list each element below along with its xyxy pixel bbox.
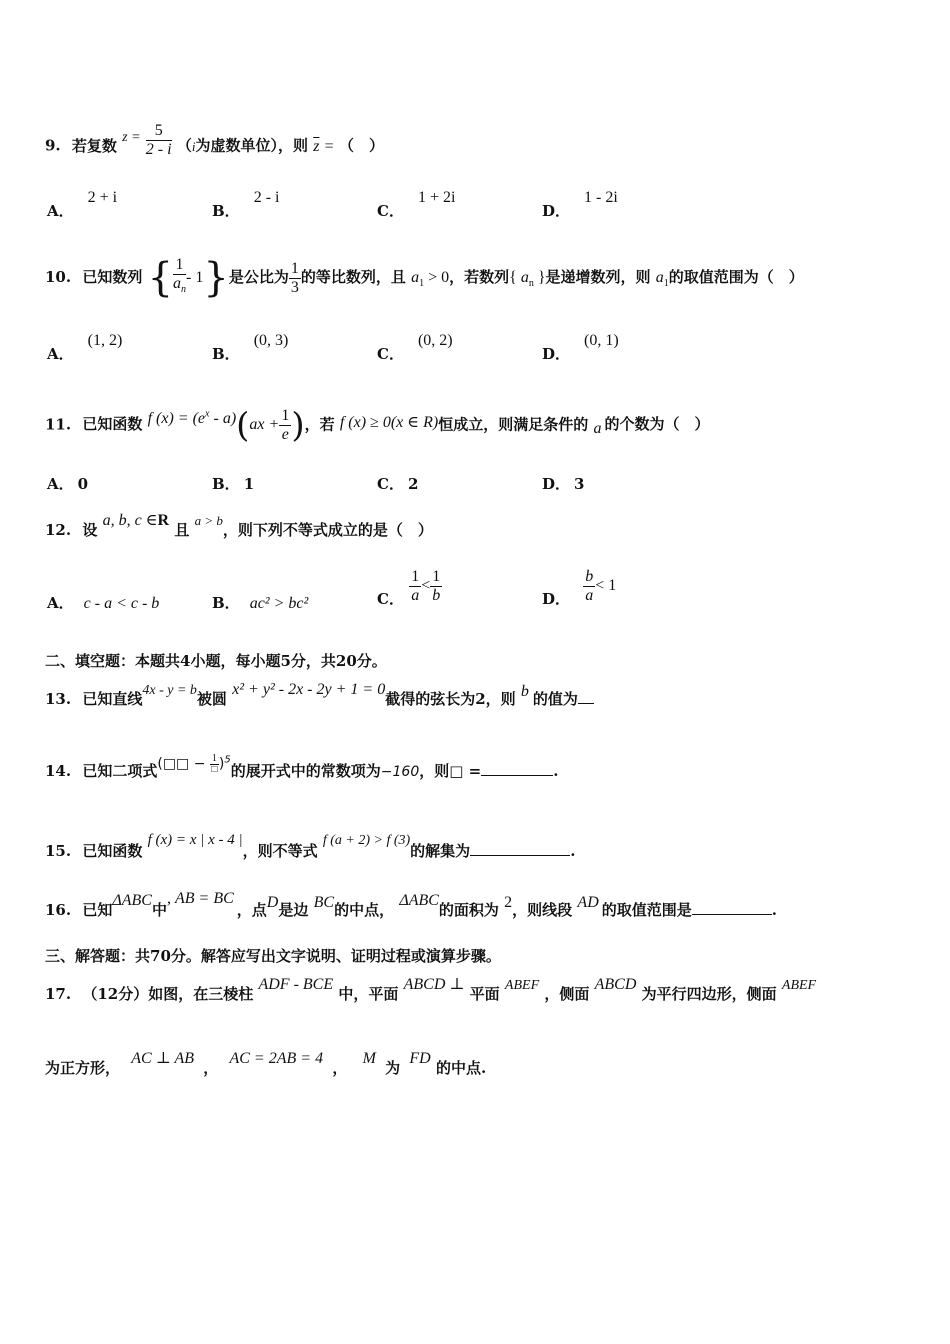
math-expression: z = (122, 129, 141, 145)
math-expression: D (266, 894, 279, 911)
question-text: ，则不等式 (242, 842, 318, 860)
option-value: 0 (77, 475, 89, 493)
math-expression: AC ⊥ AB (131, 1050, 194, 1067)
math-operator: < 1 (595, 577, 617, 594)
math-expression: ADF - BCE (258, 976, 334, 993)
math-operator: < (421, 577, 431, 594)
option-value: 2 + i (87, 189, 118, 206)
option-a[interactable] (47, 189, 118, 221)
section-heading: 三、解答题：共70分。解答应写出文字说明、证明过程或演算步骤。 (45, 947, 501, 965)
math-expression: x² + y² - 2x - 2y + 1 = 0 (232, 681, 386, 698)
question-text: 已知 (82, 901, 113, 919)
question-text: 已知二项式 (82, 762, 158, 780)
subscript: n (528, 278, 534, 290)
real-numbers: R (157, 512, 170, 529)
option-value: 2 (407, 475, 419, 493)
fraction-denominator: b (432, 586, 441, 604)
fraction-denominator (173, 275, 186, 299)
option-c[interactable] (377, 189, 456, 221)
question-text: （ ） (338, 136, 384, 155)
fraction-denominator: 2 - i (145, 141, 172, 158)
question-text: 中 (151, 901, 167, 919)
option-label: C． (377, 475, 404, 493)
math-expression: ABEF (781, 978, 817, 993)
math-expression: ax + (249, 416, 280, 434)
option-label: D． (542, 202, 571, 220)
math-var: a (411, 269, 420, 286)
question-text: . (570, 842, 576, 860)
question-text: 的取值范围为（ ） (668, 268, 804, 286)
broken-math-expression (157, 752, 231, 775)
math-expression: 4x - y = b (142, 683, 197, 698)
math-expression: −160 (380, 764, 420, 780)
option-d[interactable] (542, 473, 584, 494)
question-text: . (771, 901, 777, 919)
question-text: 截得的弦长为2，则 (385, 690, 516, 708)
math-expression: , AB = BC (166, 890, 234, 907)
question-text: . (553, 762, 559, 780)
option-label: B． (212, 345, 240, 363)
math-expression: f (x) ≥ 0(x ∈ R) (339, 414, 439, 432)
question-text: ，若 (304, 415, 335, 434)
math-expression: ΔABC (112, 892, 152, 909)
fraction (289, 260, 301, 297)
option-label: A． (47, 594, 74, 612)
option-b[interactable] (212, 592, 308, 613)
fraction-numerator: b (585, 567, 594, 585)
question-text: ，点 (236, 901, 267, 919)
fraction-numerator: 1 (411, 567, 420, 585)
option-label: D． (542, 590, 571, 608)
option-c[interactable] (377, 332, 453, 364)
question-11 (45, 396, 709, 446)
fraction-numerator: 5 (146, 122, 172, 141)
option-label: B． (212, 202, 240, 220)
question-text: 的中点. (435, 1059, 487, 1077)
math-expression: $\overline{z}$ (313, 137, 320, 155)
option-a[interactable] (47, 592, 159, 613)
question-16 (45, 890, 777, 920)
broken-math-close: ) (218, 756, 225, 772)
fraction (430, 568, 442, 605)
option-c[interactable] (377, 565, 442, 606)
math-expression: ABEF (504, 978, 540, 993)
option-b[interactable] (212, 189, 280, 221)
fraction (583, 568, 595, 605)
math-expression: ABCD (594, 976, 637, 993)
fraction-numerator: 1 (432, 567, 441, 585)
math-expression (148, 410, 237, 427)
fraction (409, 568, 421, 605)
fraction-numerator: 1 (211, 752, 217, 764)
question-13 (45, 681, 594, 709)
question-text: 的面积为 (438, 901, 499, 919)
question-text: 已知函数 (82, 842, 143, 860)
option-value: 3 (574, 475, 585, 493)
question-number: 16. (45, 901, 72, 919)
fraction (279, 407, 291, 444)
answer-blank[interactable] (692, 900, 772, 915)
question-text: 平面 (469, 985, 500, 1003)
math-expression: BC (313, 894, 335, 911)
question-text: 的展开式中的常数项为 (230, 762, 381, 780)
left-brace: { (147, 255, 174, 301)
fraction (173, 256, 186, 299)
math-expression: i (191, 138, 196, 154)
option-label: D． (542, 345, 571, 363)
math-expression: - 1 (186, 269, 204, 286)
question-text: 为平行四边形，侧面 (641, 985, 777, 1003)
option-label: A． (47, 475, 74, 493)
question-text: 的值为 (532, 690, 578, 708)
fraction-numerator: 1 (281, 406, 290, 424)
question-text: 已知直线 (82, 690, 143, 708)
option-label: B． (212, 475, 240, 493)
question-text: ，则□ = (419, 762, 482, 780)
option-value: c - a < c - b (83, 595, 160, 612)
fraction-denominator: e (281, 425, 289, 443)
math-expression (411, 269, 450, 290)
math-expression (655, 269, 669, 290)
question-text: ，则线段 (512, 901, 573, 919)
question-text: 已知数列 (82, 268, 143, 286)
right-brace: } (203, 255, 229, 301)
answer-blank[interactable] (481, 761, 553, 776)
broken-math-text: (□□ − (157, 756, 210, 772)
question-number: 12. (45, 521, 72, 539)
math-expression: ΔABC (399, 892, 439, 909)
math-func: f (x) = (e (147, 410, 206, 428)
math-expression (103, 512, 170, 529)
math-expression: AD (577, 894, 599, 911)
option-d[interactable] (542, 565, 616, 606)
question-text: 被圆 (196, 690, 227, 708)
math-expression: AC = 2AB = 4 (229, 1050, 324, 1067)
fraction-numerator: 1 (290, 259, 299, 277)
fraction-denominator: □ (211, 763, 218, 775)
subscript: n (181, 284, 187, 296)
answer-blank[interactable] (470, 841, 570, 856)
question-number: 9. (45, 136, 61, 155)
question-text: 是边 (278, 901, 309, 919)
math-func-tail: - a) (213, 410, 237, 428)
option-value: 1 - 2i (584, 189, 618, 206)
question-text: ，则下列不等式成立的是（ ） (222, 521, 433, 539)
option-label: C． (377, 590, 404, 608)
fraction-denominator: a (585, 586, 594, 604)
option-value: (0, 1) (584, 332, 619, 349)
question-number: 14. (45, 762, 72, 780)
question-9 (45, 122, 384, 165)
subscript: 1 (663, 278, 669, 290)
option-a[interactable] (47, 473, 88, 494)
question-15 (45, 832, 576, 861)
question-text: 设 (82, 521, 98, 539)
math-expression: 2 (504, 894, 513, 911)
option-value: (1, 2) (87, 332, 123, 349)
left-paren: ( (236, 405, 250, 446)
fraction-numerator: 1 (173, 256, 186, 275)
question-text: ， (203, 1059, 219, 1077)
fraction-denominator: a (411, 586, 420, 604)
question-text: 的取值范围是 (601, 901, 692, 919)
option-label: A． (47, 202, 74, 220)
question-text: 是递增数列，则 (545, 268, 651, 286)
option-value: 1 (243, 475, 255, 493)
math-expression: FD (409, 1050, 431, 1067)
option-d[interactable] (542, 189, 618, 221)
question-text: 中，平面 (338, 985, 399, 1003)
question-number: 17. (45, 985, 72, 1003)
superscript: x (205, 409, 210, 420)
question-number: 10. (45, 268, 72, 286)
option-value: 1 + 2i (417, 189, 456, 206)
math-expression: f (a + 2) > f (3) (322, 833, 411, 848)
math-expression: f (x) = x | x - 4 | (147, 832, 243, 848)
math-expression: a (593, 420, 602, 438)
fraction (146, 122, 172, 159)
option-b[interactable] (212, 332, 289, 364)
question-10 (45, 252, 804, 302)
question-12 (45, 512, 433, 540)
option-value: ac² > bc² (249, 595, 309, 612)
question-text: 的解集为 (410, 842, 471, 860)
question-text: （12分）如图，在三棱柱 (82, 985, 254, 1003)
option-value: (0, 2) (417, 332, 453, 349)
question-text: ，若数列 (449, 268, 510, 286)
math-var: a (655, 269, 664, 286)
section-heading: 二、填空题：本题共4小题，每小题5分，共20分。 (45, 652, 387, 670)
question-text: 是公比为 (228, 268, 289, 286)
right-paren: ) (291, 405, 305, 446)
answer-blank[interactable] (578, 689, 594, 704)
question-text: 的等比数列，且 (300, 268, 406, 286)
question-text: 已知函数 (82, 415, 143, 434)
option-label: C． (377, 345, 404, 363)
question-17 (45, 976, 817, 1004)
question-14 (45, 752, 559, 783)
denominator-var: a (173, 275, 182, 293)
question-text: 为虚数单位），则 (195, 136, 308, 155)
question-number: 13. (45, 690, 72, 708)
option-d[interactable] (542, 332, 619, 364)
question-text: 为正方形， (45, 1059, 121, 1077)
question-text: 且 (174, 521, 190, 539)
question-text: 恒成立，则满足条件的 (438, 415, 589, 434)
option-value: (0, 3) (253, 332, 289, 349)
subscript: 1 (419, 278, 425, 290)
math-expression: { $a_n$ } (509, 269, 546, 290)
option-label: C． (377, 202, 404, 220)
math-set: a, b, c ∈ (102, 512, 158, 529)
option-label: D． (542, 475, 571, 493)
superscript: 5 (224, 754, 231, 766)
math-expression: M (362, 1050, 376, 1067)
question-17-line-2 (45, 1050, 487, 1078)
question-text: （ (176, 136, 192, 155)
question-text: ，侧面 (544, 985, 590, 1003)
math-expression: a > b (194, 513, 223, 528)
math-expression: ABCD ⊥ (403, 976, 465, 993)
question-number: 15. (45, 842, 72, 860)
question-text: 为 (385, 1059, 401, 1077)
math-expression: b (520, 683, 529, 700)
option-label: A． (47, 345, 74, 363)
question-text: 的中点， (334, 901, 395, 919)
fraction (210, 754, 219, 775)
math-expression: = (324, 137, 334, 155)
option-b[interactable] (212, 473, 254, 494)
option-c[interactable] (377, 473, 418, 494)
option-label: B． (212, 594, 240, 612)
option-a[interactable] (47, 332, 123, 364)
option-value: 2 - i (253, 189, 280, 206)
question-text: 的个数为（ ） (604, 415, 710, 434)
math-var: a (520, 269, 529, 286)
question-text: 若复数 (71, 136, 117, 155)
question-text: ， (332, 1059, 348, 1077)
fraction-denominator: 3 (290, 278, 299, 296)
math-tail: > 0 (428, 269, 450, 286)
question-number: 11. (45, 415, 72, 434)
